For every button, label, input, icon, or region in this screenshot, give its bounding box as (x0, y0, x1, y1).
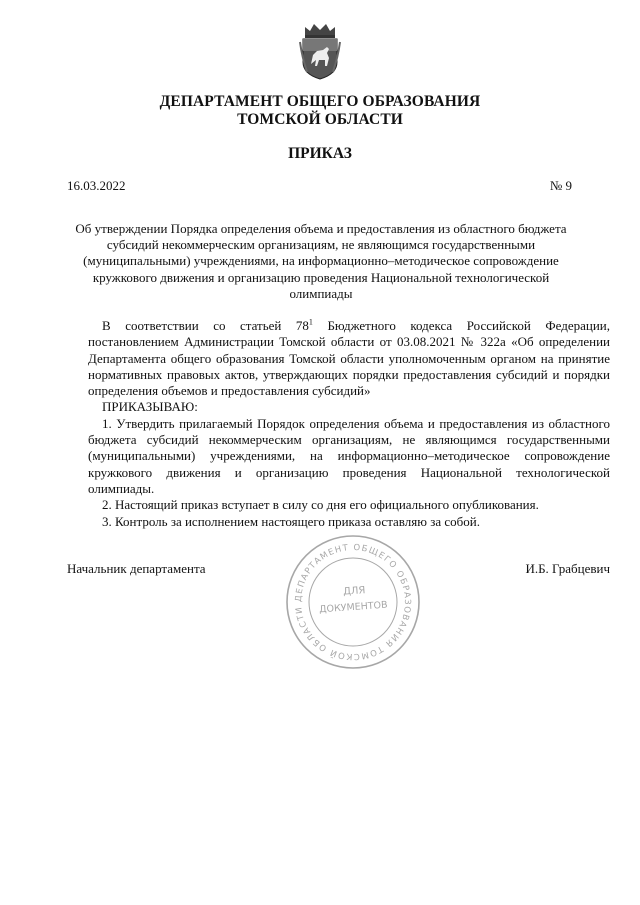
org-title-line-2: ТОМСКОЙ ОБЛАСТИ (237, 111, 403, 128)
document-type: ПРИКАЗ (288, 145, 352, 162)
document-subject: Об утверждении Порядка определения объема и предоставления из областного бюджета субсидий некоммерческим организациям, не являющимся государственными (муниципальными) учреждениями, на информационно–методическое сопровождение кружкового движения и организацию проведения Национальной технологической олимпиады (75, 221, 567, 301)
intro-superscript: 1 (308, 317, 313, 327)
stamp-line-2: ДОКУМЕНТОВ (318, 599, 388, 616)
order-item-1: 1. Утвердить прилагаемый Порядок определения объема и предоставления из областного бюджета субсидий некоммерческим организациям, не являющимся государственными (муниципальными) учреждениями, на информационно–методическое сопровождение кружкового движения и организацию проведения Национальной технологической олимпиады. (88, 415, 610, 496)
order-item-2: 2. Настоящий приказ вступает в силу со дня его официального опубликования. (102, 497, 539, 513)
stamp-ring-text: ДЕПАРТАМЕНТ ОБЩЕГО ОБРАЗОВАНИЯ ТОМСКОЙ ОБЛАСТИ (293, 542, 413, 662)
signer-role: Начальник департамента (67, 561, 206, 576)
org-title-line-1: ДЕПАРТАМЕНТ ОБЩЕГО ОБРАЗОВАНИЯ (159, 93, 481, 110)
order-word: ПРИКАЗЫВАЮ: (102, 399, 198, 415)
intro-text-after: Бюджетного кодекса Российской Федерации, постановлением Администрации Томской области от 03.08.2021 № 322а «Об определении Департамента общего образования Томской области уполномоченным органом на принятие нормативных правовых актов, утверждающих порядки предоставления субсидий и порядки определения объемов и предоставления субсидий» (88, 318, 610, 399)
official-stamp (283, 532, 423, 672)
stamp-line-1: ДЛЯ (342, 585, 366, 598)
document-body (88, 318, 610, 530)
document-number: № 9 (549, 178, 572, 193)
document-date: 16.03.2022 (67, 178, 126, 193)
body-intro-paragraph (88, 318, 610, 399)
organization-title (0, 93, 640, 129)
signer-name: И.Б. Грабцевич (525, 561, 610, 576)
tomsk-coat-of-arms-icon (299, 22, 341, 80)
order-item-3: 3. Контроль за исполнением настоящего приказа оставляю за собой. (102, 513, 480, 529)
intro-text-before: В соответствии со статьей 78 (102, 318, 309, 333)
